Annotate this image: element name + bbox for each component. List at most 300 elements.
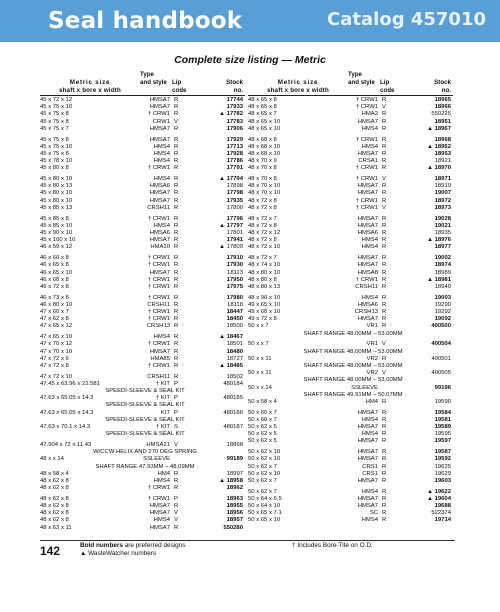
type-cell: HMS4 xyxy=(361,294,378,301)
row-note: SHAFT RANGE 48.00MM – 53.00MM xyxy=(303,348,403,355)
lip-cell: R xyxy=(174,355,179,362)
table-row xyxy=(40,198,250,205)
stock-cell: 17796 xyxy=(226,215,243,222)
lip-cell: R xyxy=(174,362,179,369)
table-row xyxy=(248,230,458,237)
lip-cell: R xyxy=(174,269,179,276)
size-cell: 48 x 62 x 8 xyxy=(40,485,69,492)
size-cell: 45 x 75 x 8 xyxy=(40,136,69,143)
lip-cell: R xyxy=(174,334,179,341)
stock-cell: 19581 xyxy=(434,416,451,423)
lip-cell: V xyxy=(382,176,386,183)
stock-cell: ▲ 18485 xyxy=(219,362,243,369)
stock-cell: 19584 xyxy=(434,409,451,416)
size-cell: 45 x 85 x 8 xyxy=(40,215,69,222)
lip-cell: R xyxy=(382,517,387,524)
row-note: SPEEDI-SLEEVE & SEAL KIT xyxy=(105,402,185,409)
table-row xyxy=(248,97,458,104)
size-cell: 49 x 68 x 10 xyxy=(248,309,281,316)
lip-cell: R xyxy=(382,111,387,118)
stock-cell: ▲ 18958 xyxy=(219,477,243,484)
type-cell: † CRW1 xyxy=(147,294,170,301)
type-cell: HMS4 xyxy=(361,125,378,132)
stock-cell: ▲ 18967 xyxy=(427,125,451,132)
stock-cell: 400500 xyxy=(431,323,451,330)
stock-cell: 18951 xyxy=(434,118,451,125)
stock-cell: 17791 xyxy=(226,165,243,172)
size-cell: 48 x 65 x 8 xyxy=(248,104,277,111)
size-cell: 50 x 62 x 5 xyxy=(248,438,277,445)
table-row xyxy=(248,216,458,223)
type-cell: HMSA21 xyxy=(146,442,170,448)
type-cell: SC xyxy=(369,510,378,517)
type-cell: † CRW1 xyxy=(147,111,170,118)
stock-cell: ▲ 17794 xyxy=(219,176,243,183)
size-cell: 47.904 x 72 x 11.43 xyxy=(40,442,92,448)
stock-cell: 522374 xyxy=(431,510,451,517)
stock-cell: 18113 xyxy=(227,269,243,276)
size-cell: 48 x 80 x 8 xyxy=(248,276,277,283)
stock-cell: 19290 xyxy=(434,301,451,308)
type-cell: HMSA7 xyxy=(357,495,378,502)
stock-cell: 550225 xyxy=(431,111,451,118)
stock-cell: ▲ 19604 xyxy=(427,495,451,502)
size-cell: 45 x 80 x 8 xyxy=(40,165,69,172)
lip-cell: R xyxy=(174,524,179,531)
type-cell: HMSA7 xyxy=(149,97,170,103)
table-row xyxy=(40,323,250,330)
type-cell: CRSH11 xyxy=(147,301,170,308)
type-cell: † CRW1 xyxy=(147,341,170,348)
size-cell: 48 x 58 x 4 xyxy=(40,470,69,477)
stock-cell: 18977 xyxy=(434,244,451,251)
stock-cell: ▲ 18976 xyxy=(427,237,451,244)
type-cell: SSLEEVE xyxy=(143,456,170,463)
lip-cell: R xyxy=(174,485,179,492)
lip-cell: R xyxy=(382,355,387,362)
stock-cell: 480184 xyxy=(223,380,243,387)
table-row xyxy=(248,205,458,212)
table-row xyxy=(40,442,250,449)
header-type-sub: and style xyxy=(140,79,167,86)
lip-cell: R xyxy=(382,118,387,125)
lip-cell: P xyxy=(174,380,178,387)
size-cell: 47 x 72 x 6 xyxy=(40,355,69,362)
stock-cell: 17898 xyxy=(226,183,243,190)
stock-cell: 17798 xyxy=(226,190,243,197)
stock-cell: 18968 xyxy=(434,136,451,143)
lip-cell: R xyxy=(382,316,387,323)
lip-cell: R xyxy=(174,190,179,197)
table-row xyxy=(40,151,250,158)
size-cell: 48 x 65 x 10 xyxy=(248,125,281,132)
lip-cell: R xyxy=(382,294,387,301)
row-note: SPEEDI-SLEEVE & SEAL KIT xyxy=(105,388,185,395)
table-row xyxy=(40,302,250,309)
stock-cell: 17980 xyxy=(226,294,243,301)
lip-cell: R xyxy=(174,111,179,118)
stock-cell: 17941 xyxy=(226,237,243,244)
header-size: Metric size xyxy=(69,79,111,86)
lip-cell: R xyxy=(382,222,387,229)
size-cell: 48 x x 14 xyxy=(40,456,64,463)
stock-cell: 17910 xyxy=(226,255,243,262)
table-row xyxy=(248,119,458,126)
lip-cell: R xyxy=(174,97,179,103)
table-row xyxy=(40,478,250,485)
type-cell: HMS4 xyxy=(153,176,170,183)
type-cell: HMA10 xyxy=(150,244,170,251)
table-row xyxy=(40,309,250,316)
type-cell: HMS4 xyxy=(153,334,170,341)
lip-cell: R xyxy=(382,255,387,262)
lip-cell: R xyxy=(174,373,179,380)
size-cell: 50 x 65 x 7.1 xyxy=(248,510,282,517)
size-cell: 45 x 72 x 12 xyxy=(40,97,73,103)
type-cell: HMSA7 xyxy=(357,215,378,222)
size-cell: 48 x 72 x 10 xyxy=(248,244,281,251)
type-cell: HMS4 xyxy=(361,431,378,438)
type-cell: HMSA6 xyxy=(149,183,170,190)
lip-cell: R xyxy=(382,150,387,157)
listing-rows xyxy=(248,97,458,525)
stock-cell: 99189 xyxy=(226,456,243,463)
type-cell: CRSH11 xyxy=(355,283,378,290)
lip-cell: R xyxy=(174,276,179,283)
type-cell: † CRW1 xyxy=(147,362,170,369)
type-cell: HMS4 xyxy=(361,517,378,524)
size-cell: 49 x 65 x 10 xyxy=(248,301,281,308)
row-note: SHAFT RANGE 49.91MM – 50.07MM xyxy=(303,391,403,398)
table-row xyxy=(248,183,458,190)
row-note: SHAFT RANGE 48.00MM – 53.00MM xyxy=(303,362,403,369)
type-cell: HMSA7 xyxy=(149,237,170,244)
type-cell: HMSA7 xyxy=(149,197,170,204)
header-size: Metric size xyxy=(277,79,319,86)
table-row xyxy=(40,183,250,190)
table-row xyxy=(248,244,458,251)
lip-cell: R xyxy=(174,294,179,301)
table-row xyxy=(248,158,458,165)
type-cell: HMS4 xyxy=(153,158,170,165)
size-cell: 47 x 60 x 7 xyxy=(40,309,69,316)
lip-cell: V xyxy=(382,204,386,211)
lip-cell: R xyxy=(382,309,387,316)
stock-cell: 19714 xyxy=(434,517,451,524)
stock-cell: 400501 xyxy=(431,355,451,362)
table-row xyxy=(248,262,458,269)
stock-cell: 18965 xyxy=(434,97,451,103)
type-cell: † CRW1 xyxy=(355,136,378,143)
type-cell: CRS1 xyxy=(362,463,378,470)
table-row xyxy=(248,341,458,348)
header-divider xyxy=(40,95,245,96)
stock-cell: 18962 xyxy=(226,485,243,492)
lip-cell: V xyxy=(174,510,178,517)
type-cell: VR1 xyxy=(366,341,378,348)
type-cell: HMS4 xyxy=(361,244,378,251)
stock-cell: 18940 xyxy=(434,283,451,290)
header-stock-sub: no. xyxy=(233,87,243,94)
type-cell: HMSA7 xyxy=(149,269,170,276)
table-row xyxy=(248,104,458,111)
lip-cell: R xyxy=(382,463,387,470)
type-cell: † CRW1 xyxy=(147,309,170,316)
lip-cell: R xyxy=(174,323,179,330)
size-cell: 48 x 72 x 7 xyxy=(248,215,277,222)
size-cell: 48 x 70 x 8 xyxy=(248,176,277,183)
size-cell: 50 x 62 x 10 xyxy=(248,470,281,477)
legend-bore-tite: † Includes Bore-Tite on O.D. xyxy=(292,542,373,549)
stock-cell: 18118 xyxy=(227,301,243,308)
size-cell: 48 x 70 x 8 xyxy=(248,165,277,172)
stock-cell: 18974 xyxy=(434,262,451,269)
size-cell: 46 x 80 x 10 xyxy=(40,301,73,308)
page-number: 142 xyxy=(40,544,61,558)
header-divider xyxy=(248,95,453,96)
header-size-sub: shaft x bore x width xyxy=(266,87,330,94)
size-cell: 48 x 72 x 8 xyxy=(248,222,277,229)
size-cell: 48 x 62 x 8 xyxy=(40,503,69,510)
lip-cell: R xyxy=(382,237,387,244)
size-cell: 45 x 75 x 8 xyxy=(40,150,69,157)
table-row xyxy=(248,503,458,510)
stock-cell: ▲ 17809 xyxy=(219,244,243,251)
lip-cell: R xyxy=(382,158,387,165)
header-band xyxy=(0,0,500,42)
stock-cell: 18997 xyxy=(226,470,243,477)
table-row xyxy=(248,111,458,118)
lip-cell: R xyxy=(382,229,387,236)
type-cell: CRSA1 xyxy=(358,158,378,165)
table-row xyxy=(248,449,458,456)
size-cell: 50 x 60 x 7 xyxy=(248,409,277,416)
stock-cell: ▲ 18970 xyxy=(427,165,451,172)
table-row xyxy=(248,316,458,323)
size-cell: 50 x x 7 xyxy=(248,341,269,348)
table-row xyxy=(248,417,458,424)
table-row xyxy=(248,302,458,309)
table-row xyxy=(248,144,458,151)
row-note: SPEEDI-SLEEVE & SEAL KIT xyxy=(105,416,185,423)
lip-cell: V xyxy=(382,370,386,377)
size-cell: 47.45 x 63.96 x 22.581 xyxy=(40,380,100,387)
table-row xyxy=(248,309,458,316)
type-cell: HMSA6 xyxy=(357,229,378,236)
size-cell: 45 x 80 x 10 xyxy=(40,197,73,204)
type-cell: † CRW1 xyxy=(147,165,170,172)
header-stock-sub: no. xyxy=(441,87,451,94)
size-cell: 46 x 68 x 8 xyxy=(40,276,69,283)
stock-cell: 400505 xyxy=(431,370,451,377)
lip-cell: R xyxy=(174,283,179,290)
lip-cell: R xyxy=(382,323,387,330)
type-cell: HMSA8 xyxy=(357,269,378,276)
lip-cell: R xyxy=(174,229,179,236)
type-cell: † CRW1 xyxy=(355,176,378,183)
table-row xyxy=(248,478,458,485)
lip-cell: R xyxy=(174,316,179,323)
size-cell: 50 x 62 x 5 xyxy=(248,431,277,438)
stock-cell: 17950 xyxy=(226,276,243,283)
header-type-sub: and style xyxy=(348,79,375,86)
type-cell: HMS4 xyxy=(361,416,378,423)
table-row xyxy=(40,97,250,104)
table-row xyxy=(248,496,458,503)
lip-cell: R xyxy=(382,190,387,197)
lip-cell: R xyxy=(382,503,387,510)
stock-cell: 400504 xyxy=(431,341,451,348)
table-row xyxy=(40,277,250,284)
lip-cell: R xyxy=(174,150,179,157)
legend-bold-term: Bold numbers xyxy=(80,542,123,549)
table-row xyxy=(40,341,250,348)
type-cell: HMA2 xyxy=(361,111,378,118)
lip-cell: R xyxy=(382,470,387,477)
type-cell: † CRW1 xyxy=(147,215,170,222)
type-cell: HMSA7 xyxy=(149,125,170,132)
stock-cell: ▲ 18467 xyxy=(219,334,243,341)
type-cell: HMS4 xyxy=(153,517,170,524)
table-row xyxy=(248,385,458,392)
lip-cell: R xyxy=(382,269,387,276)
stock-cell: 480186 xyxy=(223,409,243,416)
type-cell: HMSA6 xyxy=(357,301,378,308)
type-cell: † CRW1 xyxy=(147,276,170,283)
size-cell: 45 x 78 x 10 xyxy=(40,158,73,165)
lip-cell: R xyxy=(382,301,387,308)
lip-cell: R xyxy=(174,143,179,150)
size-cell: 46 x 73 x 8 xyxy=(40,294,69,301)
type-cell: HMA85 xyxy=(150,355,170,362)
size-cell: 48 x 72 x 8 xyxy=(248,237,277,244)
table-row xyxy=(40,216,250,223)
lip-cell: R xyxy=(382,136,387,143)
table-row xyxy=(40,165,250,172)
type-cell: HMSA7 xyxy=(357,150,378,157)
size-cell: 47 x 70 x 10 xyxy=(40,348,73,355)
stock-cell: 480187 xyxy=(223,424,243,431)
type-cell: † CRW1 xyxy=(355,165,378,172)
type-cell: HMSA7 xyxy=(357,222,378,229)
table-row xyxy=(248,165,458,172)
type-cell: SSLEEVE xyxy=(351,384,378,391)
stock-cell: 18500 xyxy=(226,323,243,330)
table-row xyxy=(40,356,250,363)
legend-bold-text: are preferred designs xyxy=(122,542,186,549)
table-row xyxy=(248,399,458,406)
size-cell: 50 x 60 x 7 xyxy=(248,416,277,423)
type-cell: CRW1 xyxy=(152,118,170,125)
stock-cell: 99196 xyxy=(434,384,451,391)
lip-cell: R xyxy=(174,165,179,172)
size-cell: 46 x 72 x 8 xyxy=(40,283,69,290)
table-row xyxy=(248,517,458,524)
lip-cell: R xyxy=(174,136,179,143)
lip-cell: R xyxy=(174,176,179,183)
table-row xyxy=(40,126,250,133)
table-row xyxy=(248,438,458,445)
lip-cell: R xyxy=(382,510,387,517)
lip-cell: R xyxy=(174,262,179,269)
type-cell: HMS4 xyxy=(153,222,170,229)
row-note: W/CCW HELIX AND 270 DEG SPRING xyxy=(93,449,197,456)
type-cell: HMSA7 xyxy=(357,255,378,262)
table-row xyxy=(40,255,250,262)
size-cell: 45 x 75 x 10 xyxy=(40,143,73,150)
lip-cell: R xyxy=(382,431,387,438)
table-row xyxy=(40,395,250,402)
table-row xyxy=(248,471,458,478)
stock-cell: 18973 xyxy=(434,204,451,211)
stock-cell: 18868 xyxy=(226,442,243,448)
size-cell: 48 x 90 x 10 xyxy=(248,294,281,301)
lip-cell: R xyxy=(382,215,387,222)
table-row xyxy=(248,489,458,496)
page-title: Complete size listing — Metric xyxy=(174,54,326,66)
type-cell: CRS1 xyxy=(362,470,378,477)
size-cell: 50 x 64 x 10 xyxy=(248,503,281,510)
header-stock: Stock xyxy=(434,79,451,86)
row-note: SHAFT RANGE 47.93MM – 48.09MM xyxy=(95,463,195,470)
lip-cell: V xyxy=(174,118,178,125)
size-cell: 50 x 62 x 10 xyxy=(248,456,281,463)
table-row xyxy=(248,126,458,133)
size-cell: 49 x 72 x 8 xyxy=(248,316,277,323)
type-cell: KIT xyxy=(160,409,170,416)
stock-cell: 19597 xyxy=(434,438,451,445)
stock-cell: 18450 xyxy=(226,316,243,323)
table-row xyxy=(248,137,458,144)
lip-cell: R xyxy=(382,283,387,290)
type-cell: CRSH13 xyxy=(354,309,378,316)
stock-cell: 18955 xyxy=(226,503,243,510)
type-cell: HMSA7 xyxy=(357,262,378,269)
type-cell: VR2 xyxy=(366,370,378,377)
type-cell: HMSA6 xyxy=(149,229,170,236)
lip-cell: R xyxy=(174,215,179,222)
size-cell: 50 x 58 x 4 xyxy=(248,398,277,405)
lip-cell: R xyxy=(174,477,179,484)
lip-cell: R xyxy=(382,409,387,416)
lip-cell: R xyxy=(174,503,179,510)
type-cell: † KIT xyxy=(155,395,170,402)
lip-cell: R xyxy=(382,97,387,103)
header-lip-sub: code xyxy=(380,87,395,94)
lip-cell: R xyxy=(382,449,387,456)
stock-cell: 19592 xyxy=(434,456,451,463)
brand-title: Seal handbook xyxy=(48,8,243,34)
table-row xyxy=(248,370,458,377)
type-cell: HMS4 xyxy=(153,477,170,484)
size-cell: 48 x 62 x 8 xyxy=(40,517,69,524)
table-row xyxy=(40,381,250,388)
size-cell: 46 x 65 x 10 xyxy=(40,269,73,276)
size-cell: 45 x 80 x 13 xyxy=(40,183,73,190)
stock-cell: 18972 xyxy=(434,197,451,204)
type-cell: HMSA7 xyxy=(149,524,170,531)
size-cell: 45 x 75 x 10 xyxy=(40,104,73,111)
lip-cell: R xyxy=(174,341,179,348)
stock-cell: 19625 xyxy=(434,463,451,470)
type-cell: HMS4 xyxy=(153,150,170,157)
type-cell: † CRW1 xyxy=(147,485,170,492)
size-cell: 48 x 72 x 7 xyxy=(248,255,277,262)
size-cell: 48 x 68 x 10 xyxy=(248,143,281,150)
type-cell: HMS4 xyxy=(153,143,170,150)
lip-cell: R xyxy=(174,348,179,355)
table-row xyxy=(248,284,458,291)
